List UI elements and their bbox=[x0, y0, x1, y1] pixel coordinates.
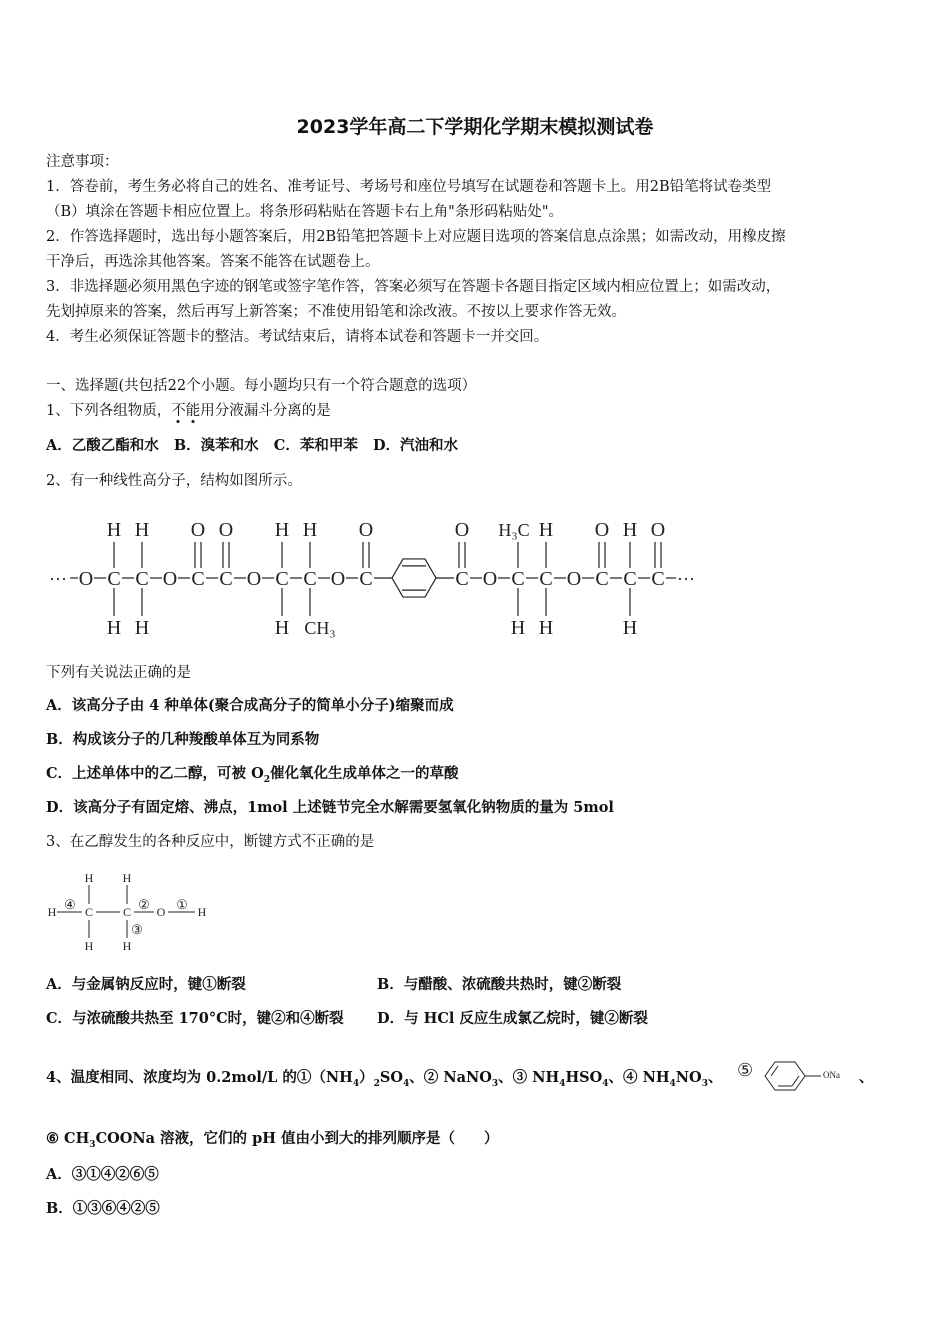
substituent-h: H bbox=[274, 519, 290, 541]
substituent-h: H bbox=[106, 519, 122, 541]
polymer-atom-c: C bbox=[595, 568, 609, 590]
polymer-atom-c: C bbox=[623, 568, 637, 590]
q4-stem-line2: ⑥ $CH_3COONa$ 溶液，它们的 pH 值由小到大的排列顺序是（ ） bbox=[46, 1130, 499, 1150]
polymer-atom-o: O bbox=[482, 568, 498, 590]
substituent-o: O bbox=[358, 519, 374, 541]
polymer-atom-c: C bbox=[107, 568, 121, 590]
q1-options: A．乙酸乙酯和水 B．溴苯和水 C．苯和甲苯 D．汽油和水 bbox=[46, 437, 459, 454]
notice-line: 3．非选择题必须用黑色字迹的钢笔或签字笔作答，答案必须写在答题卡各题目指定区域内相应位置上；如需改动， bbox=[46, 279, 781, 295]
polymer-atom-c: C bbox=[275, 568, 289, 590]
benzene-ring bbox=[392, 559, 436, 597]
section-heading: 一、选择题(共包括22个小题。每小题均只有一个符合题意的选项） bbox=[46, 378, 477, 394]
q2-option-c: C．上述单体中的乙二醇，可被 $O_2$催化氧化生成单体之一的草酸 bbox=[46, 765, 459, 785]
polymer-atom-c: C bbox=[303, 568, 317, 590]
q2-stem: 2、有一种线性高分子，结构如图所示。 bbox=[46, 473, 302, 489]
polymer-atom-c: C bbox=[219, 568, 233, 590]
polymer-atom-c: C bbox=[455, 568, 469, 590]
substituent-h: H bbox=[622, 519, 638, 541]
substituent-o: O bbox=[190, 519, 206, 541]
substituent-h: H bbox=[510, 617, 526, 639]
bond-label-2: ② bbox=[138, 897, 150, 912]
substituent-h: H bbox=[134, 617, 150, 639]
ethanol-atom-o: O bbox=[156, 905, 166, 919]
q2-option-d: D．该高分子有固定熔、沸点，1mol 上述链节完全水解需要氢氧化钠物质的量为 5mol bbox=[46, 799, 614, 816]
methyl-group: H₃C bbox=[498, 520, 530, 540]
polymer-atom-o: O bbox=[78, 568, 94, 590]
q4-option-a: A．③①④②⑥⑤ bbox=[46, 1166, 159, 1183]
polymer-atom-c: C bbox=[359, 568, 373, 590]
polymer-atom-o: O bbox=[162, 568, 178, 590]
substituent-h: H bbox=[622, 617, 638, 639]
substituent-h: H bbox=[538, 617, 554, 639]
q3-option-d: D．与 HCl 反应生成氯乙烷时，键②断裂 bbox=[377, 1010, 648, 1027]
notice-line: 干净后，再选涂其他答案。答案不能答在试题卷上。 bbox=[46, 254, 380, 270]
notice-line: 先划掉原来的答案，然后再写上新答案；不准使用铅笔和涂改液。不按以上要求作答无效。 bbox=[46, 304, 626, 320]
circle-5-label: ⑤ bbox=[737, 1060, 754, 1080]
ethanol-structure-figure bbox=[44, 868, 224, 958]
sodium-phenoxide-figure bbox=[733, 1057, 858, 1093]
polymer-atom-c: C bbox=[651, 568, 665, 590]
polymer-atom-c: C bbox=[511, 568, 525, 590]
chain-end-dots: ··· bbox=[677, 569, 695, 589]
q3-option-a: A．与金属钠反应时，键①断裂 bbox=[46, 976, 246, 993]
substituent-h: H bbox=[538, 519, 554, 541]
q3-option-c: C．与浓硫酸共热至 170°C时，键②和④断裂 bbox=[46, 1010, 344, 1027]
q2-question: 下列有关说法正确的是 bbox=[46, 665, 191, 681]
notice-line: 1．答卷前，考生务必将自己的姓名、准考证号、考场号和座位号填写在试题卷和答题卡上。用2B铅笔将试卷类型 bbox=[46, 179, 772, 195]
substituent-o: O bbox=[218, 519, 234, 541]
substituent-h: H bbox=[134, 519, 150, 541]
substituent-h: H bbox=[274, 617, 290, 639]
ethanol-atom-c: C bbox=[84, 905, 94, 919]
ethanol-atom-h: H bbox=[84, 871, 94, 885]
polymer-structure-figure bbox=[44, 510, 744, 650]
polymer-atom-c: C bbox=[135, 568, 149, 590]
substituent-h: H bbox=[106, 617, 122, 639]
notice-line: 2．作答选择题时，选出每小题答案后，用2B铅笔把答题卡上对应题目选项的答案信息点涂黑；如需改动，用橡皮擦 bbox=[46, 229, 786, 245]
q2-option-a: A．该高分子由 4 种单体(聚合成高分子的简单小分子)缩聚而成 bbox=[46, 697, 454, 714]
page-title: 2023学年高二下学期化学期末模拟测试卷 bbox=[296, 116, 654, 138]
ethanol-atom-h: H bbox=[197, 905, 207, 919]
substituent-o: O bbox=[454, 519, 470, 541]
substituent-o: O bbox=[650, 519, 666, 541]
bond-label-4: ④ bbox=[64, 897, 76, 912]
q3-stem: 3、在乙醇发生的各种反应中，断键方式不正确的是 bbox=[46, 834, 375, 850]
q4-option-b: B．①③⑥④②⑤ bbox=[46, 1200, 160, 1217]
substituent-h: H bbox=[302, 519, 318, 541]
ethanol-atom-h: H bbox=[47, 905, 57, 919]
q4-separator: 、 bbox=[859, 1069, 874, 1086]
methyl-group: CH₃ bbox=[304, 618, 336, 638]
notice-line: 4．考生必须保证答题卡的整洁。考试结束后，请将本试卷和答题卡一并交回。 bbox=[46, 329, 549, 345]
substituent-o: O bbox=[594, 519, 610, 541]
ethanol-atom-h: H bbox=[84, 939, 94, 953]
chain-start-dots: ··· bbox=[49, 569, 67, 589]
bond-label-1: ① bbox=[176, 897, 188, 912]
polymer-atom-o: O bbox=[330, 568, 346, 590]
ethanol-atom-h: H bbox=[122, 939, 132, 953]
polymer-atom-c: C bbox=[539, 568, 553, 590]
ethanol-atom-h: H bbox=[122, 871, 132, 885]
polymer-atom-o: O bbox=[566, 568, 582, 590]
q4-stem: 4、温度相同、浓度均为 0.2mol/L 的$①(NH_4)_2SO_4$、② NaNO$_3$、③ $NH_4HSO_4$、④ $NH_4NO_3$、 bbox=[46, 1069, 723, 1089]
polymer-atom-c: C bbox=[191, 568, 205, 590]
ona-label: ONa bbox=[823, 1070, 840, 1080]
ethanol-atom-c: C bbox=[122, 905, 132, 919]
bond-label-3: ③ bbox=[131, 922, 143, 937]
notice-heading: 注意事项： bbox=[46, 154, 119, 170]
notice-line: （B）填涂在答题卡相应位置上。将条形码粘贴在答题卡右上角"条形码粘贴处"。 bbox=[46, 204, 563, 220]
q2-option-b: B．构成该分子的几种羧酸单体互为同系物 bbox=[46, 731, 320, 748]
polymer-atom-o: O bbox=[246, 568, 262, 590]
q1-stem: 1、下列各组物质，不能用分液漏斗分离的是 bbox=[46, 403, 331, 419]
q3-option-b: B．与醋酸、浓硫酸共热时，键②断裂 bbox=[377, 976, 622, 993]
